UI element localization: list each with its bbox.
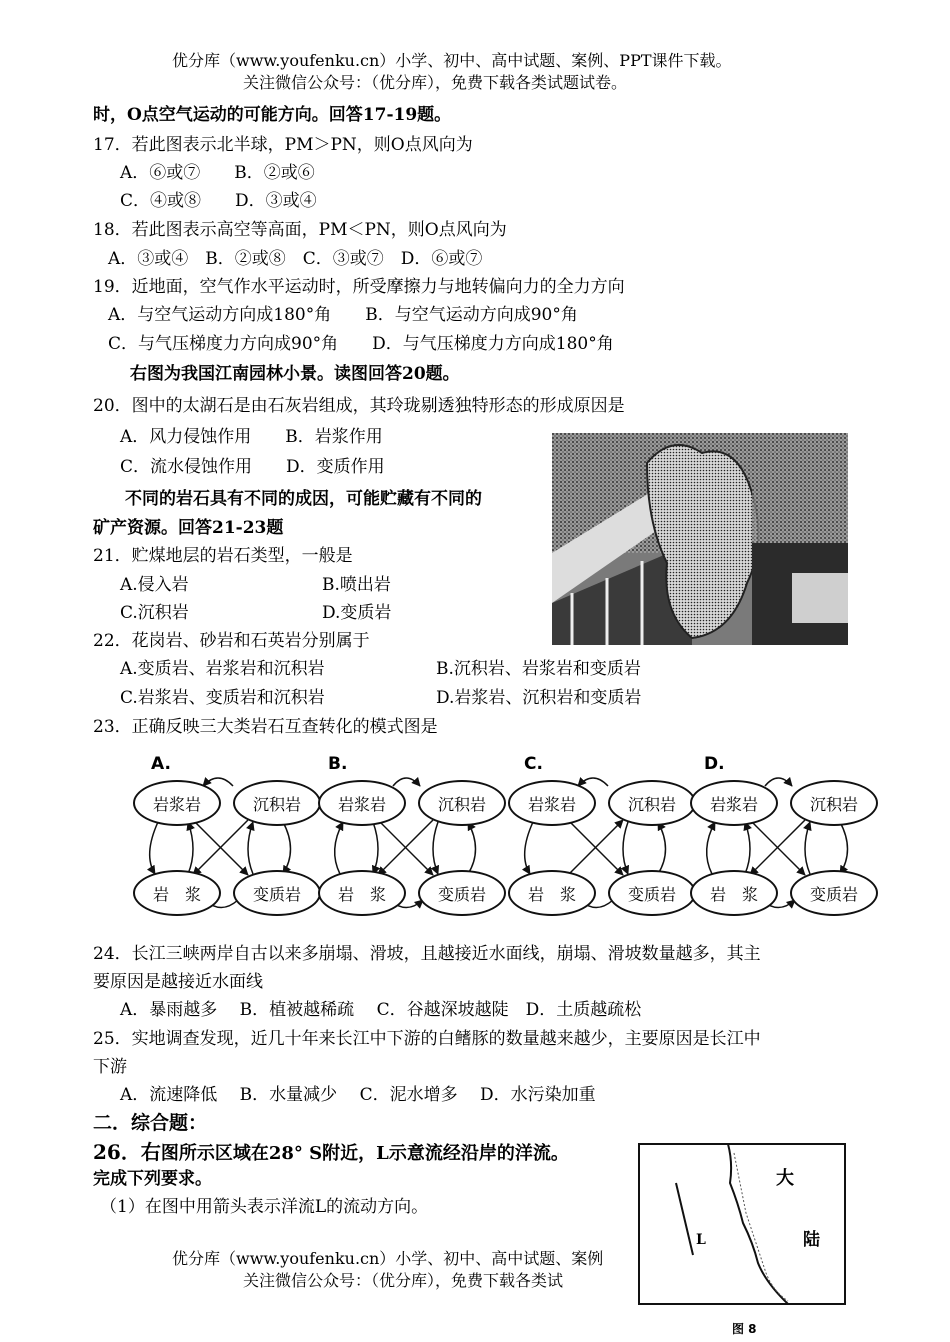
q21-option-b: B.喷出岩	[322, 575, 391, 595]
q24-stem-1: 24．长江三峡两岸自古以来多崩塌、滑坡，且越接近水面线，崩塌、滑坡数量越多，其主	[93, 944, 761, 964]
metamorphic-rock-node: 变质岩	[233, 870, 321, 916]
q19-stem: 19．近地面，空气作水平运动时，所受摩擦力与地转偏向力的全力方向	[93, 277, 625, 297]
q22-stem: 22．花岗岩、砂岩和石英岩分别属于	[93, 631, 370, 651]
map-caption: 图 8	[732, 1322, 757, 1336]
header-line-1: 优分库（www.youfenku.cn）小学、初中、高中试题、案例、PPT课件下载。	[172, 51, 732, 70]
rock-cycle-diagram-a	[133, 750, 303, 920]
map-land-label-1: 大	[776, 1168, 794, 1189]
q21-option-a: A.侵入岩	[120, 575, 189, 595]
q24-stem-2: 要原因是越接近水面线	[93, 972, 263, 992]
q25-stem-1: 25．实地调查发现，近几十年来长江中下游的白鳍豚的数量越来越少，主要原因是长江中	[93, 1029, 761, 1049]
q26-stem	[93, 1141, 569, 1165]
q26-stem-2: 完成下列要求。	[93, 1169, 212, 1189]
q17-options-2: C．④或⑧ D．③或④	[120, 191, 317, 211]
sedimentary-rock-node: 沉积岩	[233, 780, 321, 826]
q21-stem: 21．贮煤地层的岩石类型，一般是	[93, 546, 353, 566]
diagram-label-a: A.	[151, 754, 171, 774]
rock-cycle-diagram-d	[690, 750, 860, 920]
header-line-2: 关注微信公众号：（优分库），免费下载各类试题试卷。	[243, 73, 628, 92]
diagram-label-d: D.	[704, 754, 725, 774]
metamorphic-rock-node: 变质岩	[418, 870, 506, 916]
q26-number: 26．右	[93, 1140, 161, 1164]
sedimentary-rock-node: 沉积岩	[418, 780, 506, 826]
q21-option-d: D.变质岩	[322, 603, 392, 623]
diagram-label-c: C.	[524, 754, 543, 774]
q20-options-2: C．流水侵蚀作用 D．变质作用	[120, 457, 385, 477]
q22-option-c: C.岩浆岩、变质岩和沉积岩	[120, 688, 325, 708]
q17-options-1: A．⑥或⑦ B．②或⑥	[120, 163, 315, 183]
q26-sub-1: （1）在图中用箭头表示洋流L的流动方向。	[100, 1197, 429, 1217]
magma-node: 岩 浆	[690, 870, 778, 916]
q22-option-a: A.变质岩、岩浆岩和沉积岩	[120, 659, 325, 679]
q18-stem: 18．若此图表示高空等高面，PM＜PN，则O点风向为	[93, 220, 507, 240]
sedimentary-rock-node: 沉积岩	[608, 780, 696, 826]
footer-line-1: 优分库（www.youfenku.cn）小学、初中、高中试题、案例	[172, 1249, 604, 1268]
map-land-label-2: 陆	[803, 1230, 820, 1250]
rock-cycle-diagram-c	[508, 750, 678, 920]
magma-node: 岩 浆	[508, 870, 596, 916]
q22-option-b: B.沉积岩、岩浆岩和变质岩	[436, 659, 641, 679]
rock-cycle-diagram-b	[318, 750, 488, 920]
question-intro: 时，O点空气运动的可能方向。回答17-19题。	[93, 105, 452, 125]
rock-intro-1: 不同的岩石具有不同的成因，可能贮藏有不同的	[125, 489, 482, 509]
igneous-rock-node: 岩浆岩	[318, 780, 406, 826]
q25-options: A．流速降低 B．水量减少 C．泥水增多 D．水污染加重	[120, 1085, 596, 1105]
sedimentary-rock-node: 沉积岩	[790, 780, 878, 826]
q26-text: 图所示区域在28° S附近，L示意流经沿岸的洋流。	[160, 1143, 569, 1164]
q17-stem: 17．若此图表示北半球，PM＞PN，则O点风向为	[93, 135, 473, 155]
garden-photo	[552, 433, 848, 645]
section-2-title: 二．综合题：	[93, 1112, 208, 1134]
q25-stem-2: 下游	[93, 1057, 127, 1077]
igneous-rock-node: 岩浆岩	[133, 780, 221, 826]
rock-intro-2: 矿产资源。回答21-23题	[93, 518, 284, 538]
ocean-current-map	[638, 1143, 846, 1305]
q19-options-1: A．与空气运动方向成180°角 B．与空气运动方向成90°角	[108, 305, 578, 325]
magma-node: 岩 浆	[318, 870, 406, 916]
q20-options-1: A．风力侵蚀作用 B．岩浆作用	[120, 427, 383, 447]
igneous-rock-node: 岩浆岩	[508, 780, 596, 826]
magma-node: 岩 浆	[133, 870, 221, 916]
footer-line-2: 关注微信公众号：（优分库），免费下载各类试	[243, 1271, 564, 1290]
q21-option-c: C.沉积岩	[120, 603, 189, 623]
igneous-rock-node: 岩浆岩	[690, 780, 778, 826]
diagram-label-b: B.	[328, 754, 348, 774]
q18-options: A．③或④ B．②或⑧ C．③或⑦ D．⑥或⑦	[108, 249, 483, 269]
garden-intro: 右图为我国江南园林小景。读图回答20题。	[130, 364, 460, 384]
metamorphic-rock-node: 变质岩	[608, 870, 696, 916]
q20-stem: 20．图中的太湖石是由石灰岩组成，其玲珑剔透独特形态的形成原因是	[93, 396, 625, 416]
map-current-label: L	[696, 1232, 706, 1248]
q22-option-d: D.岩浆岩、沉积岩和变质岩	[436, 688, 642, 708]
q23-stem: 23．正确反映三大类岩石互查转化的模式图是	[93, 717, 438, 737]
q19-options-2: C．与气压梯度力方向成90°角 D．与气压梯度力方向成180°角	[108, 334, 614, 354]
metamorphic-rock-node: 变质岩	[790, 870, 878, 916]
q24-options: A．暴雨越多 B．植被越稀疏 C．谷越深坡越陡 D．土质越疏松	[120, 1000, 642, 1020]
